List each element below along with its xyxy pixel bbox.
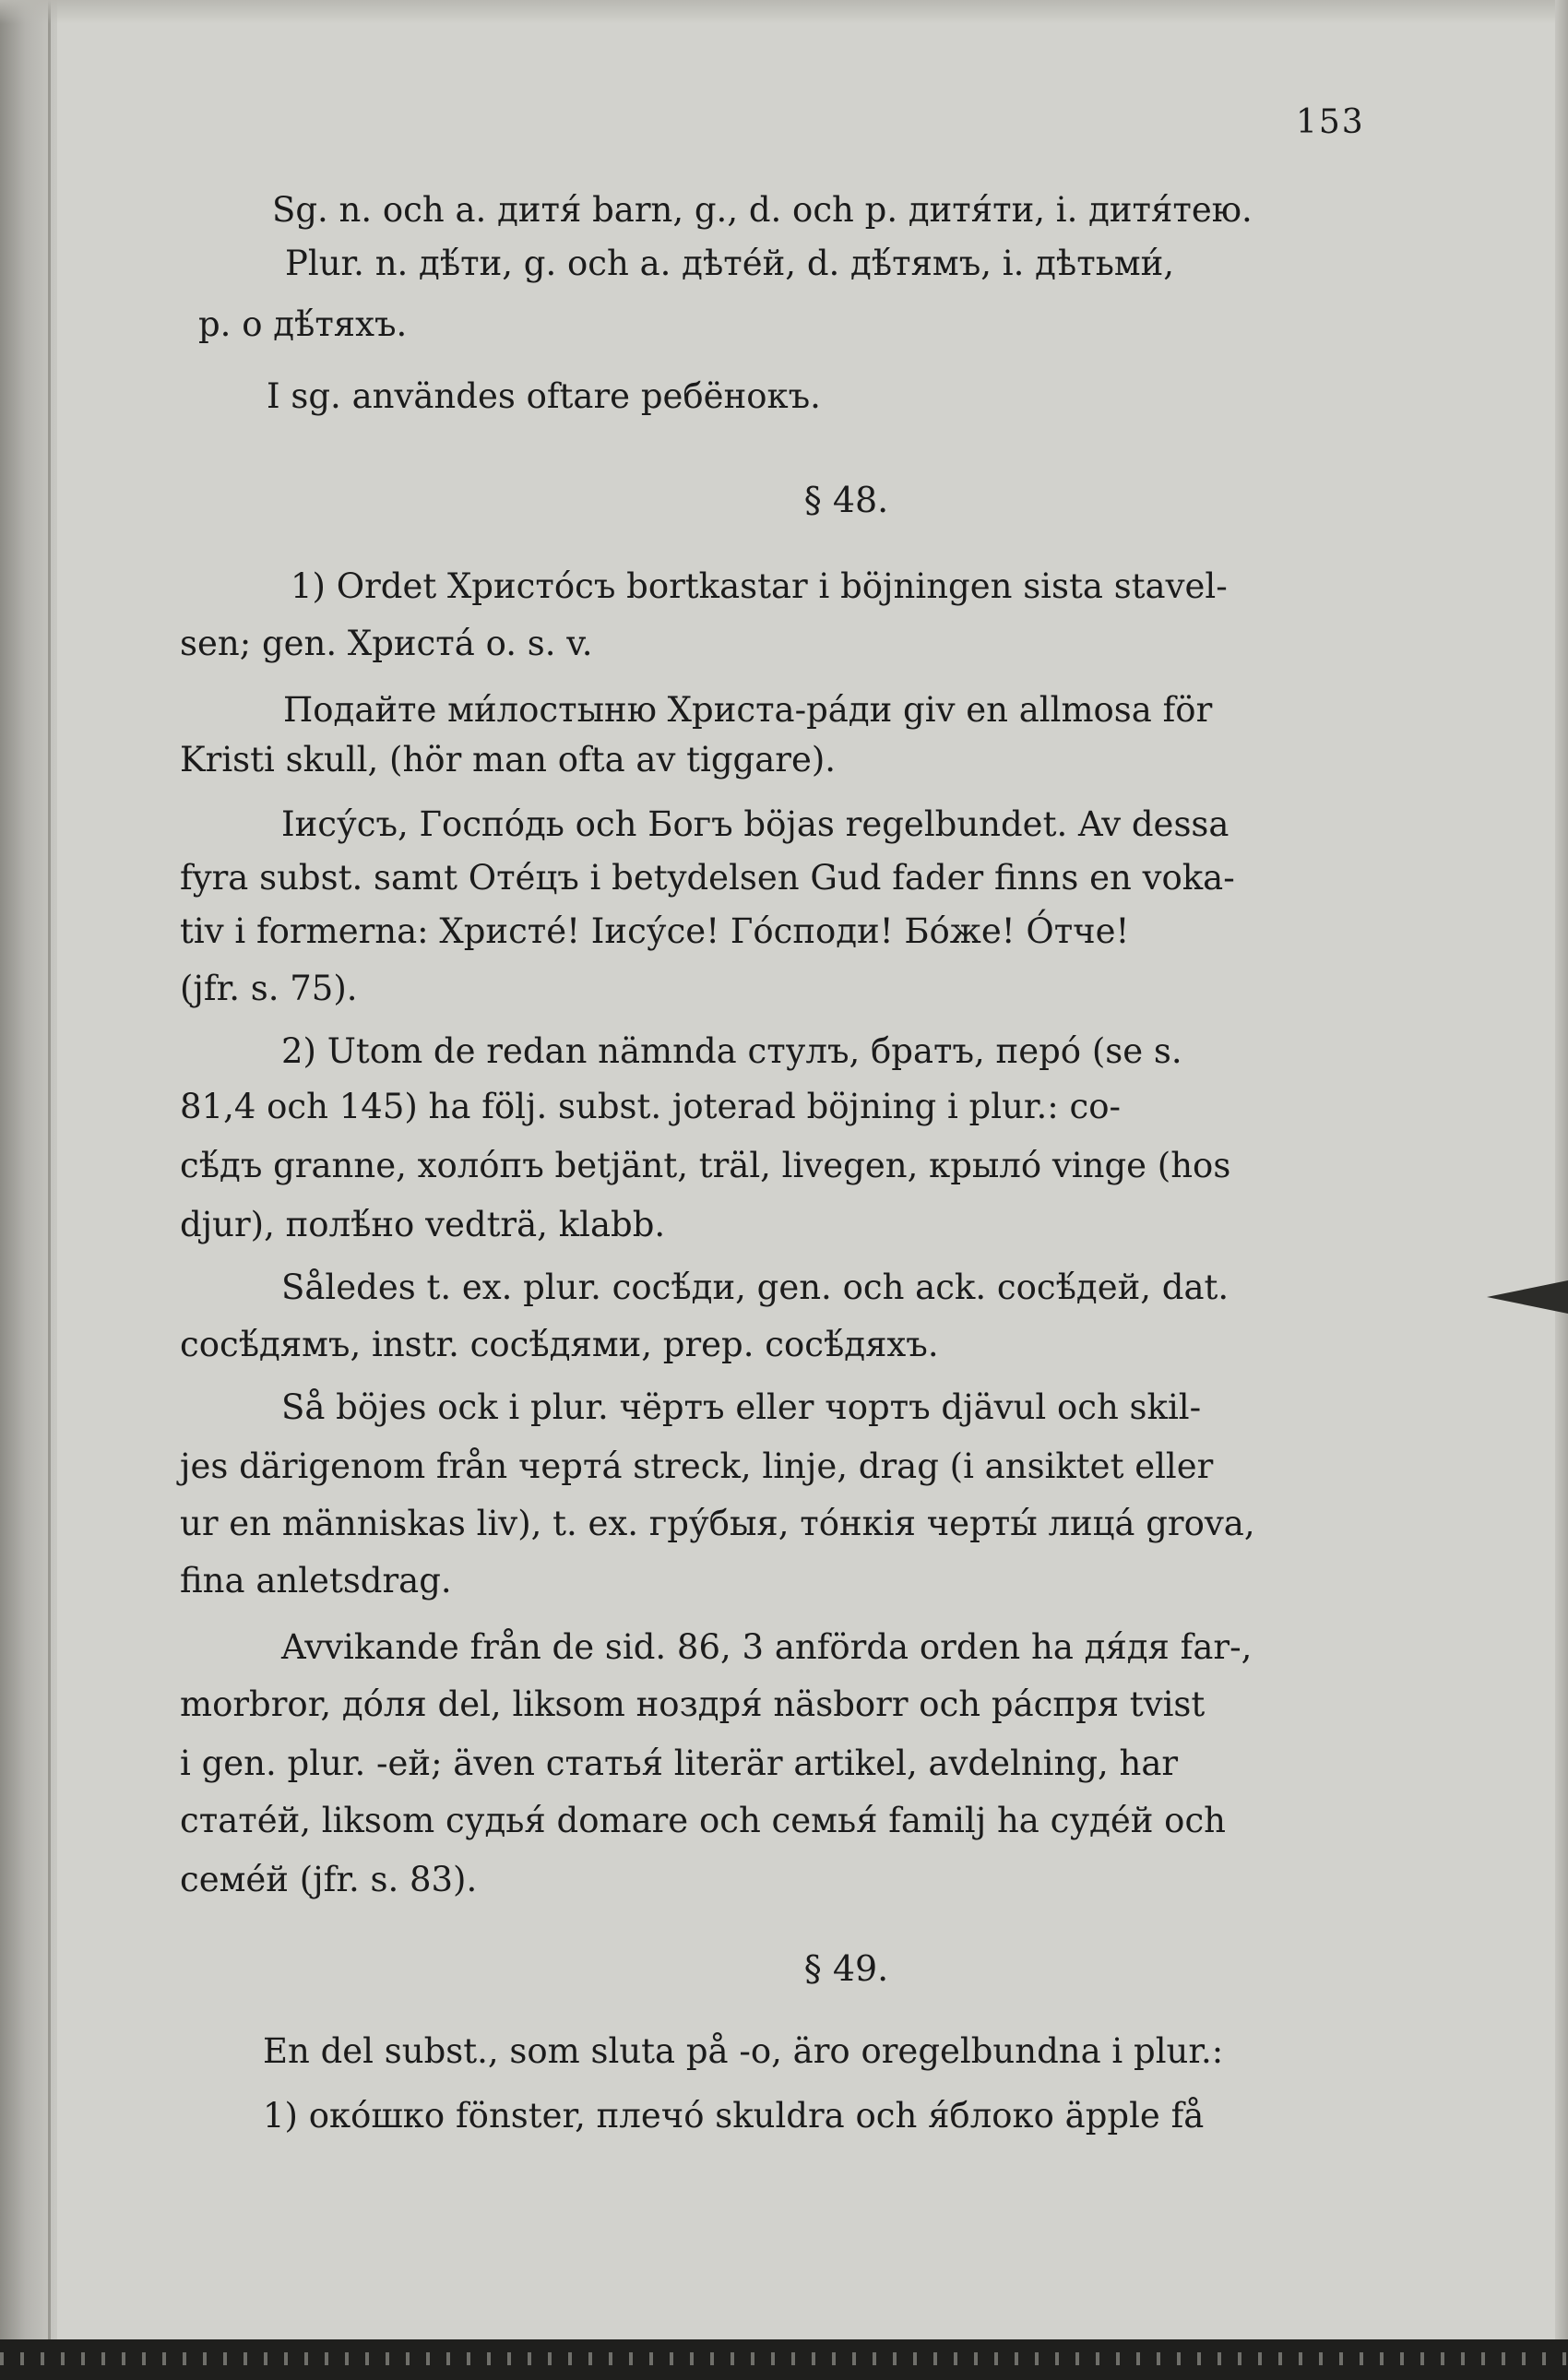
text-line: Kristi skull, (hör man ofta av tiggare). [180,740,837,779]
text-line: Іису́съ, Госпо́дь och Богъ böjas regelbundet. Av dessa [281,804,1229,844]
text-line: I sg. användes oftare ребёнокъ. [267,376,821,416]
text-line: 2) Utom de redan nämnda стулъ, братъ, перо́ (se s. [281,1031,1182,1071]
text-line: семе́й (jfr. s. 83). [180,1860,478,1899]
text-line: 81,4 och 145) ha följ. subst. joterad böjning i plur.: со- [180,1087,1122,1126]
section-heading-48: § 48. [803,480,889,520]
text-line: 1) Ordet Христо́съ bortkastar i böjningen sista stavel- [291,566,1228,606]
text-line: Så böjes ock i plur. чёртъ eller чортъ djävul och skil- [281,1387,1202,1427]
text-line: En del subst., som sluta på -о, äro oregelbundna i plur.: [263,2031,1224,2071]
page-number: 153 [1296,103,1365,141]
text-line: сосѣ́дямъ, instr. сосѣ́дями, prep. сосѣ́дяхъ. [180,1325,939,1364]
text-line: ur en människas liv), t. ex. гру́быя, то́нкія черты́ лица́ grova, [180,1504,1255,1543]
text-line: fina anletsdrag. [180,1561,452,1601]
text-line: sen; gen. Христа́ o. s. v. [180,624,593,663]
page-tab-marker [1487,1280,1568,1314]
text-line: p. о дѣ́тяхъ. [198,304,408,344]
text-line: tiv i formerna: Христе́! Іису́се! Го́споди! Бо́же! О́тче! [180,911,1130,951]
top-edge-shade [0,0,1568,24]
page-edge-line [48,0,51,2380]
text-line: 1) око́шко fönster, плечо́ skuldra och я́блоко äpple få [263,2096,1205,2136]
text-line: morbror, до́ля del, liksom ноздря́ näsborr och ра́спря tvist [180,1684,1206,1724]
text-line: Подайте ми́лостыню Христа-ра́ди giv en allmosa för [283,690,1213,730]
section-heading-49: § 49. [803,1948,889,1989]
text-line: Avvikande från de sid. 86, 3 anförda orden ha дя́дя far-, [281,1627,1253,1667]
text-line: стате́й, liksom судья́ domare och семья́ familj ha суде́й och [180,1801,1227,1840]
text-line: i gen. plur. -ей; även статья́ literär artikel, avdelning, har [180,1743,1179,1783]
text-line: djur), полѣ́но vedträ, klabb. [180,1205,666,1244]
text-line: Sg. n. och a. дитя́ barn, g., d. och p. дитя́ти, i. дитя́тею. [272,190,1253,230]
text-line: (jfr. s. 75). [180,969,358,1008]
text-line: сѣ́дъ granne, холо́пъ betjänt, träl, livegen, крыло́ vinge (hos [180,1146,1231,1185]
measurement-ruler [0,2352,1568,2365]
text-line: Således t. ex. plur. сосѣ́ди, gen. och ack. сосѣ́дей, dat. [281,1267,1229,1307]
text-line: jes därigenom från черта́ streck, linje, drag (i ansiktet eller [180,1446,1214,1486]
right-edge [1555,0,1568,2339]
text-line: fyra subst. samt Оте́цъ i betydelsen Gud fader finns en voka- [180,858,1235,898]
text-line: Plur. n. дѣ́ти, g. och a. дѣте́й, d. дѣ́тямъ, i. дѣтьми́, [285,244,1175,283]
